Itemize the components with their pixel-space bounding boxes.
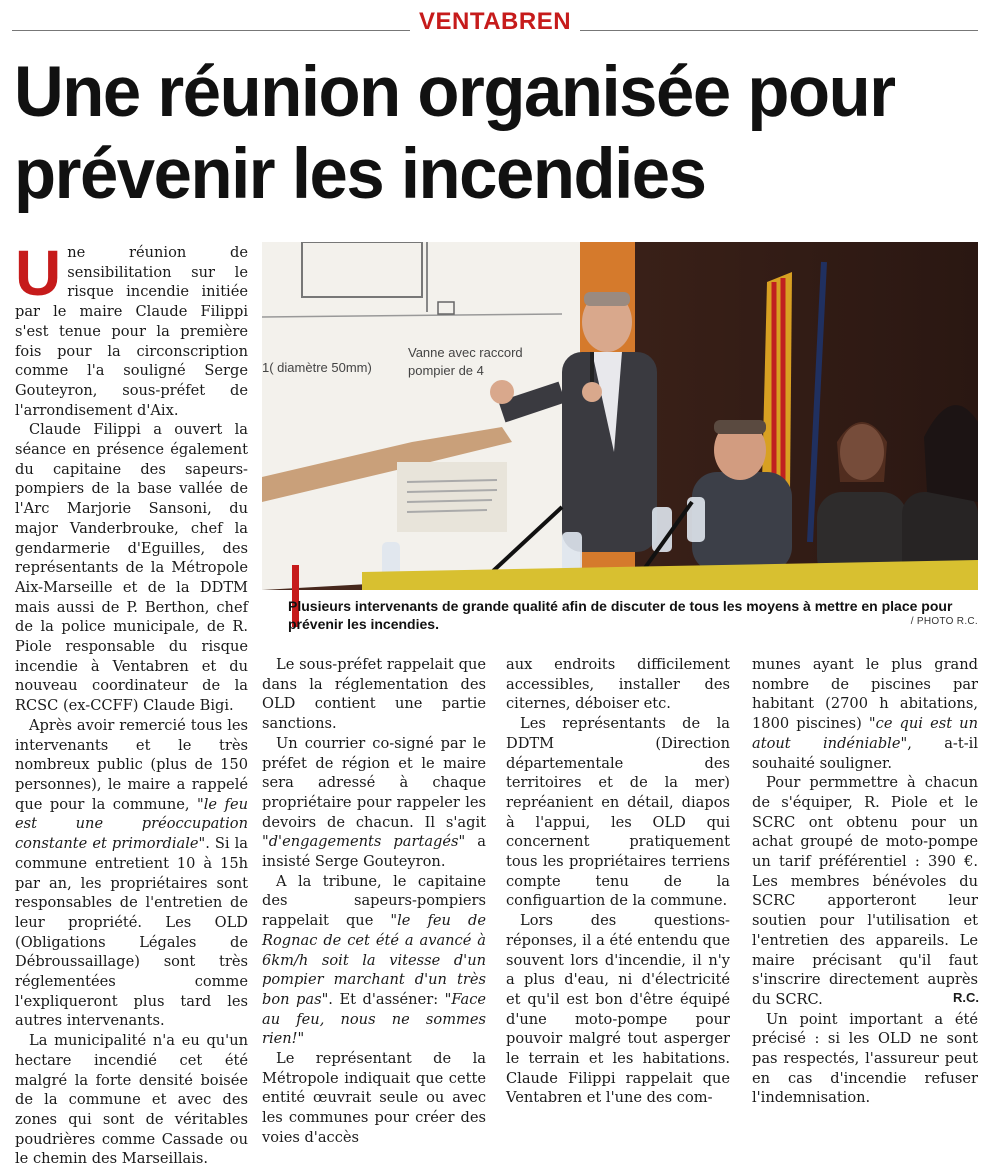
paragraph: Lors des questions-réponses, il a été entendu que souvent lors d'incendie, il n'y a plus d'eau, ni d'électricité et qu'il est bon d'être équipé d'une moto-pompe pour pouvoir malgré tout asperger le terrain et les habitations. Claude Filippi rappelait que Ventabren et l'une des com- xyxy=(506,912,730,1107)
paragraph: Un point important a été précisé : si les OLD ne sont pas respectés, l'assureur peut en cas d'incendie refuser l'indemnisation. xyxy=(752,1010,978,1107)
slide-text: 1( diamètre 50mm) xyxy=(262,360,372,375)
headline: Une réunion organisée pour prévenir les incendies xyxy=(14,53,895,214)
article-column-1 xyxy=(15,237,248,1169)
article-photo xyxy=(262,242,978,590)
flag xyxy=(762,272,792,492)
article-column-2 xyxy=(262,655,486,1148)
paragraph: Le sous-préfet rappelait que dans la réglementation des OLD contient une partie sanctions. xyxy=(262,656,486,733)
paragraph: munes ayant le plus grand nombre de piscines par habitant (2700 h abitations, 1800 piscines) "ce qui est un atout indéniable", a-t-il souhaité souligner. xyxy=(752,656,978,772)
paragraph: Les représentants de la DDTM (Direction départementale des territoires et de la mer) repréanient en détail, diapos à l'appui, les OLD qui concernent pratiquement tous les propriétaires terriens compte tenu de la configuartion de la commune. xyxy=(506,715,730,910)
section-kicker xyxy=(12,8,978,36)
paragraph: A la tribune, le capitaine des sapeurs-pompiers rappelait que "le feu de Rognac de cet été a avancé à 6km/h soit la vitesse d'un pompier marchant d'un très bon pas". Et d'asséner: "Face au feu, nous ne sommes rien!" xyxy=(262,872,487,1048)
slide-text: Vanne avec raccord xyxy=(408,345,523,360)
kicker-label: VENTABREN xyxy=(418,8,572,35)
photo-credit: / PHOTO R.C. xyxy=(910,616,978,627)
drop-cap: U xyxy=(15,237,62,309)
paragraph: Claude Filippi a ouvert la séance en présence également du capitaine des sapeurs-pompiers de la base vallée de l'Arc Marjorie Sansoni, du major Vanderbrouke, chef la gendarmerie d'Eguilles, des représentants de la Métropole Aix-Marseille et de la DDTM mais aussi de P. Berthon, chef de la police municipale, de R. Piole responsable du risque incendie à Ventabren et du nouveau coordinateur de la RCSC (ex-CCFF) Claude Bigi. xyxy=(15,421,248,715)
paragraph: Le représentant de la Métropole indiquait que cette entité œuvrait seule ou avec les communes pour créer des voies d'accès xyxy=(262,1050,486,1146)
paragraph: La municipalité n'a eu qu'un hectare incendié cet été malgré la forte densité boisée de la commune et avec des zones qui sont de véritables poudrières comme Cassade ou le chemin des Marseillais. xyxy=(15,1032,248,1168)
paragraph: Après avoir remercié tous les intervenants et le très nombreux public (plus de 150 personnes), le maire a rappelé que pour la commune, "le feu est une préoccupation constante et primordiale". Si la commune entretient 10 à 15h par an, les propriétaires sont responsables de l'entretien de leur propriété. Les OLD (Obligations Légales de Débroussaillage) sont très réglementées comme l'expliqueront plus tard les autres intervenants. xyxy=(15,716,248,1030)
paragraph: aux endroits difficilement accessibles, installer des citernes, déboiser etc. xyxy=(506,656,730,713)
author-signature: R.C. xyxy=(953,990,979,1005)
slide-text: pompier de 4 xyxy=(408,363,484,378)
article-column-3 xyxy=(506,655,730,1108)
paragraph: Pour permmettre à chacun de s'équiper, R. Piole et le SCRC ont obtenu pour un achat groupé de moto-pompe un tarif préférentiel : 390 €. Les membres bénévoles du SCRC apporteront leur soutien pour l'utilisation et l'entretien des appareils. Le maire précisant qu'il faut s'inscrire directement auprès du SCRC. xyxy=(752,774,978,1008)
paragraph: Une réunion de sensibilitation sur le risque incendie initiée par le maire Claude Filippi s'est tenue pour la première fois pour la circonscription comme l'a souligné Serge Gouteyron, sous-préfet de l'arrondisement d'Aix. xyxy=(15,237,248,419)
photo-caption: Plusieurs intervenants de grande qualité afin de discuter de tous les moyens à mettre en place pour prévenir les incendies. xyxy=(288,598,953,632)
paragraph: Un courrier co-signé par le préfet de région et le maire sera adressé à chaque propriétaire pour rappeler les devoirs de chacun. Il s'agit "d'engagements partagés" a insisté Serge Gouteyron. xyxy=(262,734,486,871)
article-column-4 xyxy=(752,655,978,1108)
photo-illustration xyxy=(262,242,978,590)
